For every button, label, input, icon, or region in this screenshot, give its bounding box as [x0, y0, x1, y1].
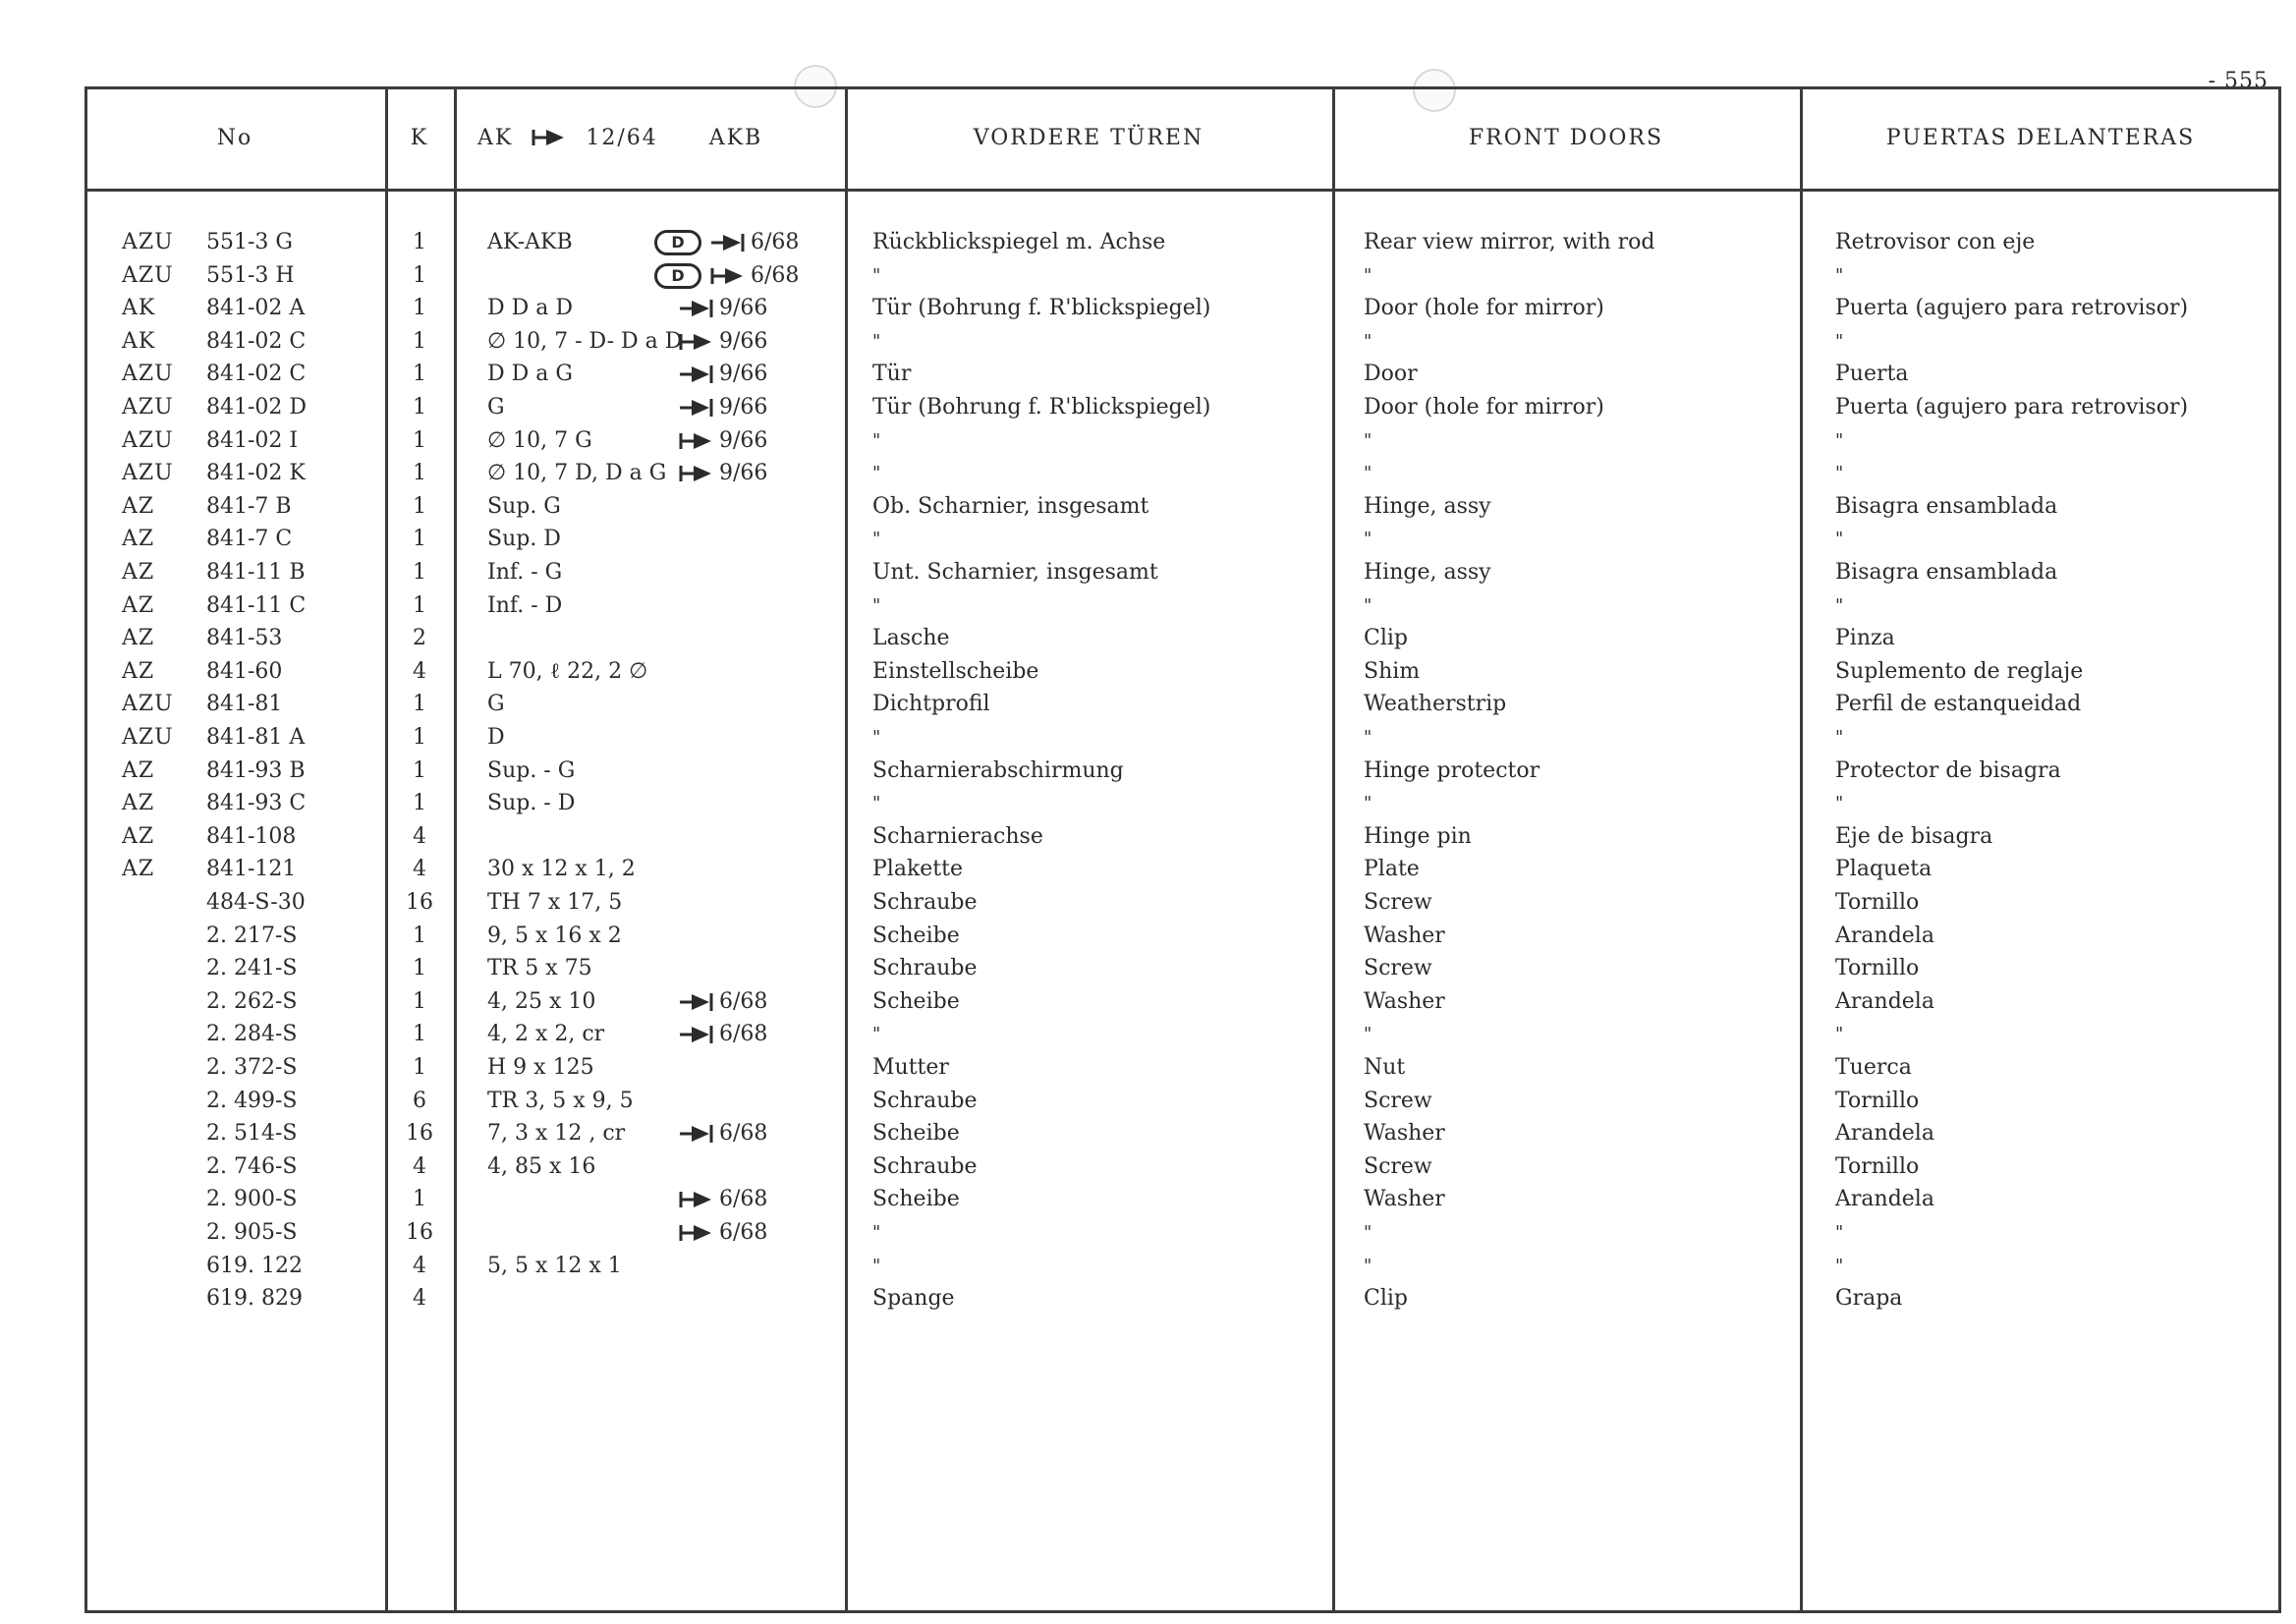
part-number: 841-02 I [206, 427, 299, 453]
description-english: Hinge pin [1364, 823, 1472, 849]
description-german: Scheibe [872, 923, 960, 948]
validity-date: 6/68 [719, 1187, 768, 1212]
model-prefix: AZU [122, 362, 174, 387]
table-row [0, 1117, 2296, 1150]
specification: TR 3, 5 x 9, 5 [487, 1088, 634, 1113]
quantity: 1 [413, 1187, 426, 1212]
description-english: Washer [1364, 1187, 1445, 1212]
specification: G [487, 692, 505, 717]
part-number: 619. 122 [206, 1253, 303, 1278]
model-prefix: AK [122, 296, 156, 321]
part-number: 619. 829 [206, 1286, 303, 1312]
table-row [0, 1250, 2296, 1283]
quantity: 1 [413, 527, 426, 552]
table-row [0, 755, 2296, 788]
description-german: " [872, 264, 881, 286]
model-prefix: AZ [122, 658, 155, 684]
part-number: 2. 905-S [206, 1220, 298, 1245]
header-divider [84, 189, 2281, 192]
specification: Sup. - D [487, 791, 576, 816]
description-english: " [1364, 727, 1372, 748]
specification: ∅ 10, 7 D, D a G [487, 461, 667, 486]
model-prefix: AZ [122, 857, 155, 882]
quantity: 16 [406, 1121, 433, 1147]
specification: H 9 x 125 [487, 1055, 594, 1080]
part-number: 2. 284-S [206, 1022, 298, 1047]
description-german: Scheibe [872, 1187, 960, 1212]
quantity: 1 [413, 560, 426, 585]
until-arrow-icon [678, 991, 715, 1013]
description-german: Unt. Scharnier, insgesamt [872, 560, 1158, 585]
from-arrow-icon [678, 463, 715, 484]
quantity: 1 [413, 1022, 426, 1047]
part-number: 841-93 B [206, 757, 306, 783]
description-english: Screw [1364, 1153, 1432, 1179]
part-number: 2. 262-S [206, 988, 298, 1014]
description-english: " [1364, 330, 1372, 352]
quantity: 4 [413, 823, 426, 849]
description-english: " [1364, 463, 1372, 484]
description-english: Shim [1364, 658, 1421, 684]
model-prefix: AZ [122, 823, 155, 849]
description-german: " [872, 463, 881, 484]
part-number: 841-11 B [206, 560, 306, 585]
description-german: Lasche [872, 626, 950, 651]
description-spanish: Tuerca [1835, 1055, 1912, 1080]
part-number: 841-81 A [206, 725, 306, 750]
quantity: 1 [413, 328, 426, 354]
description-english: Clip [1364, 626, 1408, 651]
description-english: Washer [1364, 923, 1445, 948]
table-row [0, 226, 2296, 259]
header-no: No [216, 125, 253, 150]
validity-mark [678, 457, 767, 490]
table-row [0, 920, 2296, 953]
quantity: 1 [413, 692, 426, 717]
table-row [0, 853, 2296, 886]
specification: 4, 85 x 16 [487, 1153, 596, 1179]
table-row [0, 523, 2296, 556]
description-english: Hinge, assy [1364, 493, 1491, 519]
description-english: " [1364, 264, 1372, 286]
specification: TR 5 x 75 [487, 956, 592, 981]
validity-mark [678, 1216, 767, 1250]
specification: 30 x 12 x 1, 2 [487, 857, 636, 882]
description-spanish: Arandela [1835, 988, 1934, 1014]
validity-mark [678, 391, 767, 424]
description-spanish: " [1835, 1024, 1844, 1045]
description-spanish: Puerta (agujero para retrovisor) [1835, 395, 2189, 420]
specification: Sup. - G [487, 757, 576, 783]
validity-date: 9/66 [719, 395, 768, 420]
validity-date: 6/68 [719, 1121, 768, 1147]
quantity: 1 [413, 956, 426, 981]
quantity: 1 [413, 592, 426, 618]
model-prefix: AZ [122, 493, 155, 519]
description-english: Hinge, assy [1364, 560, 1491, 585]
description-spanish: Plaqueta [1835, 857, 1932, 882]
table-row [0, 589, 2296, 623]
description-german: Tür (Bohrung f. R'blickspiegel) [872, 296, 1211, 321]
validity-mark [678, 985, 767, 1019]
description-english: Plate [1364, 857, 1420, 882]
quantity: 4 [413, 857, 426, 882]
part-number: 841-02 D [206, 395, 308, 420]
quantity: 4 [413, 1153, 426, 1179]
description-german: Spange [872, 1286, 955, 1312]
validity-date: 6/68 [751, 262, 800, 288]
quantity: 16 [406, 890, 433, 915]
validity-date: 9/66 [719, 328, 768, 354]
quantity: 1 [413, 395, 426, 420]
description-english: Washer [1364, 988, 1445, 1014]
quantity: 1 [413, 757, 426, 783]
part-number: 551-3 H [206, 262, 295, 288]
description-spanish: " [1835, 793, 1844, 814]
part-number: 2. 217-S [206, 923, 298, 948]
specification: AK-AKB [487, 230, 573, 254]
part-number: 2. 372-S [206, 1055, 298, 1080]
table-row [0, 457, 2296, 490]
table-row [0, 952, 2296, 985]
description-german: " [872, 1255, 881, 1276]
model-prefix: AZU [122, 262, 174, 288]
from-arrow-icon [678, 1189, 715, 1210]
description-english: Screw [1364, 890, 1432, 915]
header-k: K [410, 125, 429, 150]
specification: Inf. - G [487, 560, 563, 585]
header-ak [454, 86, 868, 189]
table-row [0, 325, 2296, 359]
description-german: Einstellscheibe [872, 658, 1039, 684]
validity-mark [678, 1117, 767, 1150]
model-prefix: AZ [122, 626, 155, 651]
description-german: Schraube [872, 956, 978, 981]
quantity: 6 [413, 1088, 426, 1113]
model-prefix: AZU [122, 395, 174, 420]
header-english: FRONT DOORS [1468, 125, 1664, 150]
model-prefix: AZ [122, 757, 155, 783]
table-row [0, 490, 2296, 524]
quantity: 1 [413, 230, 426, 254]
description-spanish: Tornillo [1835, 890, 1920, 915]
part-number: 551-3 G [206, 230, 293, 254]
description-english: " [1364, 793, 1372, 814]
part-number: 841-7 C [206, 527, 293, 552]
header-spanish: PUERTAS DELANTERAS [1885, 125, 2196, 150]
quantity: 1 [413, 493, 426, 519]
model-prefix: AZU [122, 427, 174, 453]
description-english: " [1364, 429, 1372, 451]
table-row [0, 292, 2296, 325]
table-row [0, 1216, 2296, 1250]
model-prefix: AZU [122, 692, 174, 717]
specification: Sup. G [487, 493, 561, 519]
specification: 4, 2 x 2, cr [487, 1022, 605, 1047]
description-german: " [872, 1024, 881, 1045]
description-english: " [1364, 1024, 1372, 1045]
table-row [0, 655, 2296, 689]
validity-date: 6/68 [719, 988, 768, 1014]
description-spanish: Bisagra ensamblada [1835, 493, 2058, 519]
quantity: 1 [413, 262, 426, 288]
description-german: Schraube [872, 1153, 978, 1179]
quantity: 1 [413, 923, 426, 948]
table-row [0, 820, 2296, 854]
description-english: " [1364, 529, 1372, 550]
description-german: Rückblickspiegel m. Achse [872, 230, 1166, 254]
table-row [0, 622, 2296, 655]
description-spanish: " [1835, 463, 1844, 484]
quantity: 4 [413, 1286, 426, 1312]
description-spanish: Arandela [1835, 1187, 1934, 1212]
table-row [0, 1183, 2296, 1216]
description-spanish: Tornillo [1835, 1088, 1920, 1113]
description-spanish: " [1835, 594, 1844, 616]
table-row [0, 886, 2296, 920]
description-spanish: Retrovisor con eje [1835, 230, 2036, 254]
description-spanish: Puerta (agujero para retrovisor) [1835, 296, 2189, 321]
description-german: Schraube [872, 1088, 978, 1113]
validity-date: 6/68 [719, 1220, 768, 1245]
description-spanish: " [1835, 727, 1844, 748]
part-number: 841-7 B [206, 493, 292, 519]
quantity: 1 [413, 427, 426, 453]
description-spanish: " [1835, 429, 1844, 451]
table-row [0, 1085, 2296, 1118]
specification: 9, 5 x 16 x 2 [487, 923, 622, 948]
description-german: Tür [872, 362, 912, 387]
validity-mark [678, 358, 767, 391]
part-number: 841-60 [206, 658, 283, 684]
model-prefix: AZ [122, 592, 155, 618]
model-prefix: AZU [122, 230, 174, 254]
header-akb-label: AKB [708, 125, 763, 150]
specification: D D a G [487, 362, 573, 387]
specification: 5, 5 x 12 x 1 [487, 1253, 622, 1278]
part-number: 841-11 C [206, 592, 307, 618]
description-english: Washer [1364, 1121, 1445, 1147]
validity-mark [678, 424, 767, 458]
until-arrow-icon [678, 1024, 715, 1045]
description-english: Weatherstrip [1364, 692, 1507, 717]
quantity: 1 [413, 362, 426, 387]
description-german: Dichtprofil [872, 692, 990, 717]
description-spanish: Pinza [1835, 626, 1895, 651]
from-arrow-icon [709, 265, 747, 287]
table-row [0, 1282, 2296, 1316]
part-number: 841-108 [206, 823, 297, 849]
description-spanish: Arandela [1835, 1121, 1934, 1147]
validity-mark [654, 259, 799, 293]
table-row [0, 556, 2296, 589]
table-row [0, 259, 2296, 293]
validity-mark [654, 226, 799, 259]
table-row [0, 424, 2296, 458]
d-badge-icon: D [654, 263, 701, 289]
description-spanish: Bisagra ensamblada [1835, 560, 2058, 585]
description-spanish: Perfil de estanqueidad [1835, 692, 2082, 717]
header-german: VORDERE TÜREN [973, 125, 1204, 150]
until-arrow-icon [709, 232, 747, 253]
part-number: 2. 746-S [206, 1153, 298, 1179]
model-prefix: AZ [122, 791, 155, 816]
description-english: Door (hole for mirror) [1364, 296, 1604, 321]
description-german: Mutter [872, 1055, 949, 1080]
specification: TH 7 x 17, 5 [487, 890, 623, 915]
quantity: 16 [406, 1220, 433, 1245]
table-row [0, 688, 2296, 721]
description-german: " [872, 594, 881, 616]
model-prefix: AZU [122, 461, 174, 486]
specification: ∅ 10, 7 G [487, 427, 592, 453]
part-number: 841-02 C [206, 362, 307, 387]
validity-date: 9/66 [719, 296, 768, 321]
from-arrow-icon [678, 331, 715, 353]
description-german: Scharnierachse [872, 823, 1043, 849]
description-german: Ob. Scharnier, insgesamt [872, 493, 1149, 519]
part-number: 841-81 [206, 692, 283, 717]
quantity: 4 [413, 658, 426, 684]
description-german: Schraube [872, 890, 978, 915]
description-german: Tür (Bohrung f. R'blickspiegel) [872, 395, 1211, 420]
description-spanish: Puerta [1835, 362, 1909, 387]
specification: L 70, ℓ 22, 2 ∅ [487, 658, 648, 684]
part-number: 841-121 [206, 857, 297, 882]
from-arrow-icon [678, 430, 715, 452]
table-row [0, 391, 2296, 424]
description-english: Door (hole for mirror) [1364, 395, 1604, 420]
table-row [0, 721, 2296, 755]
validity-date: 9/66 [719, 362, 768, 387]
validity-mark [678, 292, 767, 325]
header-ak-date: 12/64 [586, 125, 658, 150]
quantity: 1 [413, 988, 426, 1014]
description-german: Scheibe [872, 988, 960, 1014]
description-spanish: Tornillo [1835, 1153, 1920, 1179]
description-english: Clip [1364, 1286, 1408, 1312]
description-english: Rear view mirror, with rod [1364, 230, 1655, 254]
specification: 4, 25 x 10 [487, 988, 596, 1014]
validity-date: 6/68 [751, 230, 800, 254]
part-number: 841-53 [206, 626, 283, 651]
description-spanish: " [1835, 529, 1844, 550]
description-spanish: Protector de bisagra [1835, 757, 2061, 783]
description-spanish: Grapa [1835, 1286, 1903, 1312]
specification: D [487, 725, 505, 750]
description-german: " [872, 429, 881, 451]
specification: 7, 3 x 12 , cr [487, 1121, 626, 1147]
quantity: 1 [413, 725, 426, 750]
model-prefix: AZU [122, 725, 174, 750]
validity-mark [678, 1183, 767, 1216]
quantity: 2 [413, 626, 426, 651]
description-german: " [872, 1222, 881, 1243]
model-prefix: AZ [122, 527, 155, 552]
validity-date: 9/66 [719, 461, 768, 486]
description-spanish: Eje de bisagra [1835, 823, 1993, 849]
model-prefix: AK [122, 328, 156, 354]
validity-date: 6/68 [719, 1022, 768, 1047]
description-german: " [872, 793, 881, 814]
part-number: 2. 499-S [206, 1088, 298, 1113]
quantity: 1 [413, 296, 426, 321]
part-number: 2. 900-S [206, 1187, 298, 1212]
table-row [0, 1150, 2296, 1184]
table-row [0, 1018, 2296, 1051]
table-row [0, 985, 2296, 1019]
until-arrow-icon [678, 397, 715, 419]
part-number: 841-02 C [206, 328, 307, 354]
part-number: 2. 241-S [206, 956, 298, 981]
d-badge-icon: D [654, 230, 701, 255]
description-german: Scharnierabschirmung [872, 757, 1124, 783]
table-row [0, 358, 2296, 391]
description-german: " [872, 330, 881, 352]
description-german: Plakette [872, 857, 964, 882]
description-english: Screw [1364, 1088, 1432, 1113]
description-german: " [872, 727, 881, 748]
description-german: Scheibe [872, 1121, 960, 1147]
description-english: Hinge protector [1364, 757, 1540, 783]
specification: Sup. D [487, 527, 561, 552]
until-arrow-icon [678, 364, 715, 385]
description-english: Screw [1364, 956, 1432, 981]
description-spanish: Suplemento de reglaje [1835, 658, 2084, 684]
table-row [0, 1051, 2296, 1085]
description-spanish: Tornillo [1835, 956, 1920, 981]
quantity: 1 [413, 1055, 426, 1080]
quantity: 1 [413, 791, 426, 816]
until-arrow-icon [678, 298, 715, 319]
part-number: 841-02 A [206, 296, 306, 321]
description-english: " [1364, 1255, 1372, 1276]
header-ak-label: AK [477, 125, 514, 150]
specification: ∅ 10, 7 - D- D a D [487, 328, 683, 354]
from-arrow-icon [531, 127, 568, 148]
model-prefix: AZ [122, 560, 155, 585]
page-number: - 555 [2208, 69, 2268, 93]
description-spanish: " [1835, 1255, 1844, 1276]
part-number: 841-93 C [206, 791, 307, 816]
description-english: " [1364, 594, 1372, 616]
from-arrow-icon [678, 1222, 715, 1244]
table-row [0, 787, 2296, 820]
validity-date: 9/66 [719, 427, 768, 453]
validity-mark [678, 1018, 767, 1051]
description-spanish: " [1835, 264, 1844, 286]
part-number: 2. 514-S [206, 1121, 298, 1147]
part-number: 841-02 K [206, 461, 306, 486]
specification: Inf. - D [487, 592, 563, 618]
description-spanish: Arandela [1835, 923, 1934, 948]
description-english: " [1364, 1222, 1372, 1243]
specification: G [487, 395, 505, 420]
description-german: " [872, 529, 881, 550]
quantity: 1 [413, 461, 426, 486]
specification: D D a D [487, 296, 574, 321]
validity-mark [678, 325, 767, 359]
quantity: 4 [413, 1253, 426, 1278]
part-number: 484-S-30 [206, 890, 306, 915]
description-english: Door [1364, 362, 1418, 387]
description-spanish: " [1835, 1222, 1844, 1243]
description-spanish: " [1835, 330, 1844, 352]
until-arrow-icon [678, 1123, 715, 1145]
description-english: Nut [1364, 1055, 1406, 1080]
